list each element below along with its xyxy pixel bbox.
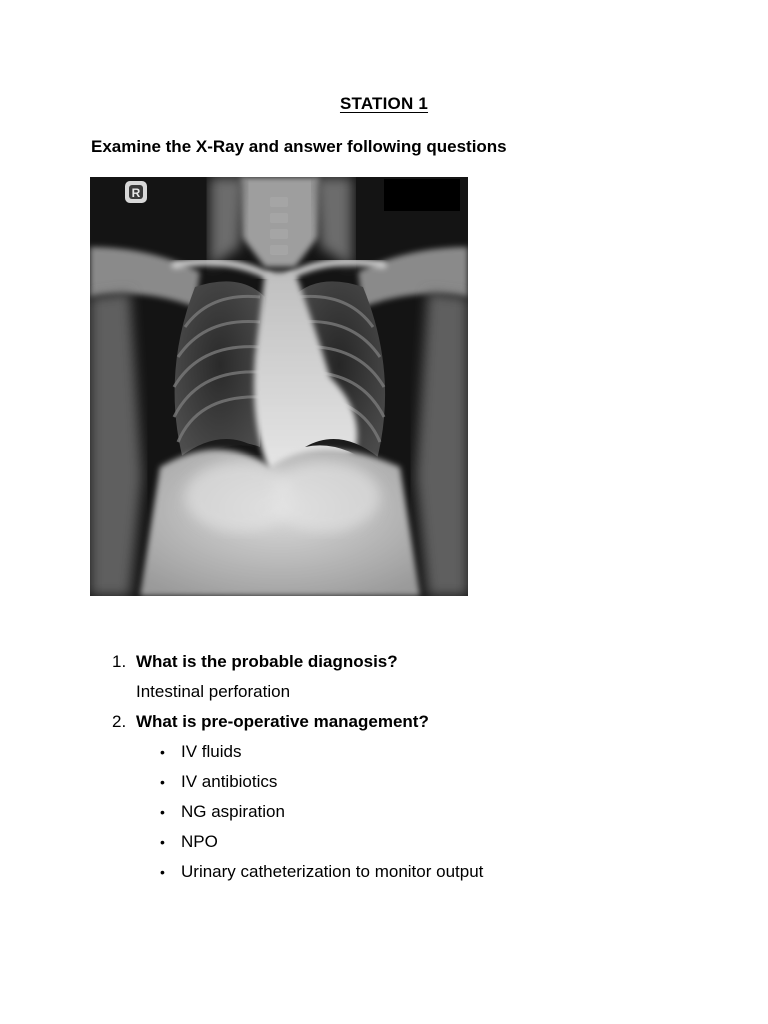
question-2-text: What is pre-operative management? [136, 712, 429, 731]
list-item [160, 827, 483, 857]
page-title: STATION 1 [339, 94, 429, 113]
question-1 [112, 647, 483, 677]
list-item-text: IV fluids [181, 742, 242, 761]
bullet-icon: • [160, 804, 165, 820]
question-2-number: 2. [112, 712, 127, 731]
bullet-icon: • [160, 834, 165, 850]
questions-section [112, 647, 483, 887]
bullet-icon: • [160, 744, 165, 760]
list-item-text: Urinary catheterization to monitor output [181, 862, 484, 881]
bullet-icon: • [160, 864, 165, 880]
bullet-icon: • [160, 774, 165, 790]
question-2 [112, 707, 483, 737]
list-item-text: NPO [181, 832, 218, 851]
list-item [160, 857, 483, 887]
management-list [112, 737, 483, 887]
chest-xray-image [90, 177, 468, 596]
list-item-text: NG aspiration [181, 802, 285, 821]
list-item [160, 797, 483, 827]
xray-marker-label: R [131, 186, 141, 200]
list-item-text: IV antibiotics [181, 772, 278, 791]
instruction-text: Examine the X-Ray and answer following questions [91, 137, 507, 156]
question-1-number: 1. [112, 652, 127, 671]
list-item [160, 767, 483, 797]
question-1-text: What is the probable diagnosis? [136, 652, 398, 671]
list-item [160, 737, 483, 767]
question-1-answer: Intestinal perforation [136, 682, 291, 701]
